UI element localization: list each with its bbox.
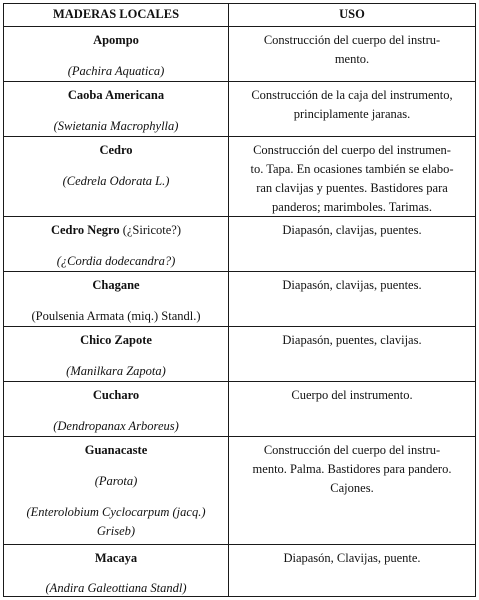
wood-cell [4,327,228,381]
header-maderas-locales: MADERAS LOCALES [52,7,180,21]
table-header-row [4,4,475,26]
use-cell [228,327,475,381]
wood-scientific-name-cont: Griseb) [96,524,136,538]
wood-scientific-name: (Manilkara Zapota) [66,364,166,378]
wood-common-alias: (Parota) [94,474,138,488]
wood-cell [4,382,228,436]
use-cell [228,545,475,596]
use-line: mento. Palma. Bastidores para pandero. [252,462,452,476]
wood-name: Chagane [92,278,140,292]
use-line: principlamente jaranas. [293,107,411,121]
wood-name-group [4,221,228,240]
woods-table [3,3,476,597]
table-row [4,544,475,596]
table-row [4,436,475,544]
use-line: Construcción del cuerpo del instru- [263,33,441,47]
wood-scientific-name: (Pachira Aquatica) [67,64,165,78]
use-line: ran clavijas y puentes. Bastidores para [256,181,448,195]
wood-scientific-name: (Dendropanax Arboreus) [53,419,179,433]
use-line: Cajones. [330,481,374,495]
table-row [4,271,475,326]
use-cell [228,437,475,544]
wood-scientific-name: (Enterolobium Cyclocarpum (jacq.) [26,505,206,519]
wood-scientific-name: (Swietania Macrophylla) [53,119,179,133]
use-line: Diapasón, clavijas, puentes. [282,278,422,292]
wood-cell [4,272,228,326]
wood-scientific-name: (Andira Galeottiana Standl) [45,581,187,595]
wood-cell [4,217,228,271]
wood-scientific-name: (¿Cordia dodecandra?) [56,254,176,268]
wood-cell [4,437,228,544]
use-line: mento. [334,52,370,66]
wood-name-note: (¿Siricote?) [122,223,182,237]
use-line: Construcción de la caja del instrumento, [251,88,453,102]
header-uso: USO [228,4,475,26]
table-row [4,326,475,381]
use-cell [228,272,475,326]
wood-name: Chico Zapote [80,333,152,347]
use-line: Diapasón, puentes, clavijas. [282,333,422,347]
table-row [4,381,475,436]
use-cell [228,217,475,271]
use-line: Cuerpo del instrumento. [291,388,413,402]
wood-cell [4,545,228,596]
use-line: Construcción del cuerpo del instrumen- [253,143,451,157]
wood-name: Guanacaste [84,443,148,457]
use-line: Construcción del cuerpo del instru- [263,443,441,457]
wood-name: Cucharo [92,388,140,402]
use-line: Diapasón, Clavijas, puente. [283,551,421,565]
wood-name: Cedro Negro [50,223,120,237]
wood-cell [4,27,228,81]
wood-scientific-name: (Poulsenia Armata (miq.) Standl.) [31,309,201,323]
wood-cell [4,82,228,136]
wood-cell [4,137,228,216]
use-line: to. Tapa. En ocasiones también se elabo- [250,162,454,176]
wood-name: Macaya [94,551,138,565]
use-cell [228,382,475,436]
use-line: panderos; marimboles. Tarimas. [272,200,432,214]
use-cell [228,27,475,81]
table-row [4,216,475,271]
use-cell [228,82,475,136]
wood-scientific-name: (Cedrela Odorata L.) [62,174,170,188]
table-row [4,136,475,216]
wood-name: Caoba Americana [67,88,165,102]
table-row [4,26,475,81]
use-cell [228,137,475,216]
wood-name: Cedro [99,143,133,157]
wood-name: Apompo [93,33,139,47]
use-line: Diapasón, clavijas, puentes. [282,223,422,237]
table-row [4,81,475,136]
